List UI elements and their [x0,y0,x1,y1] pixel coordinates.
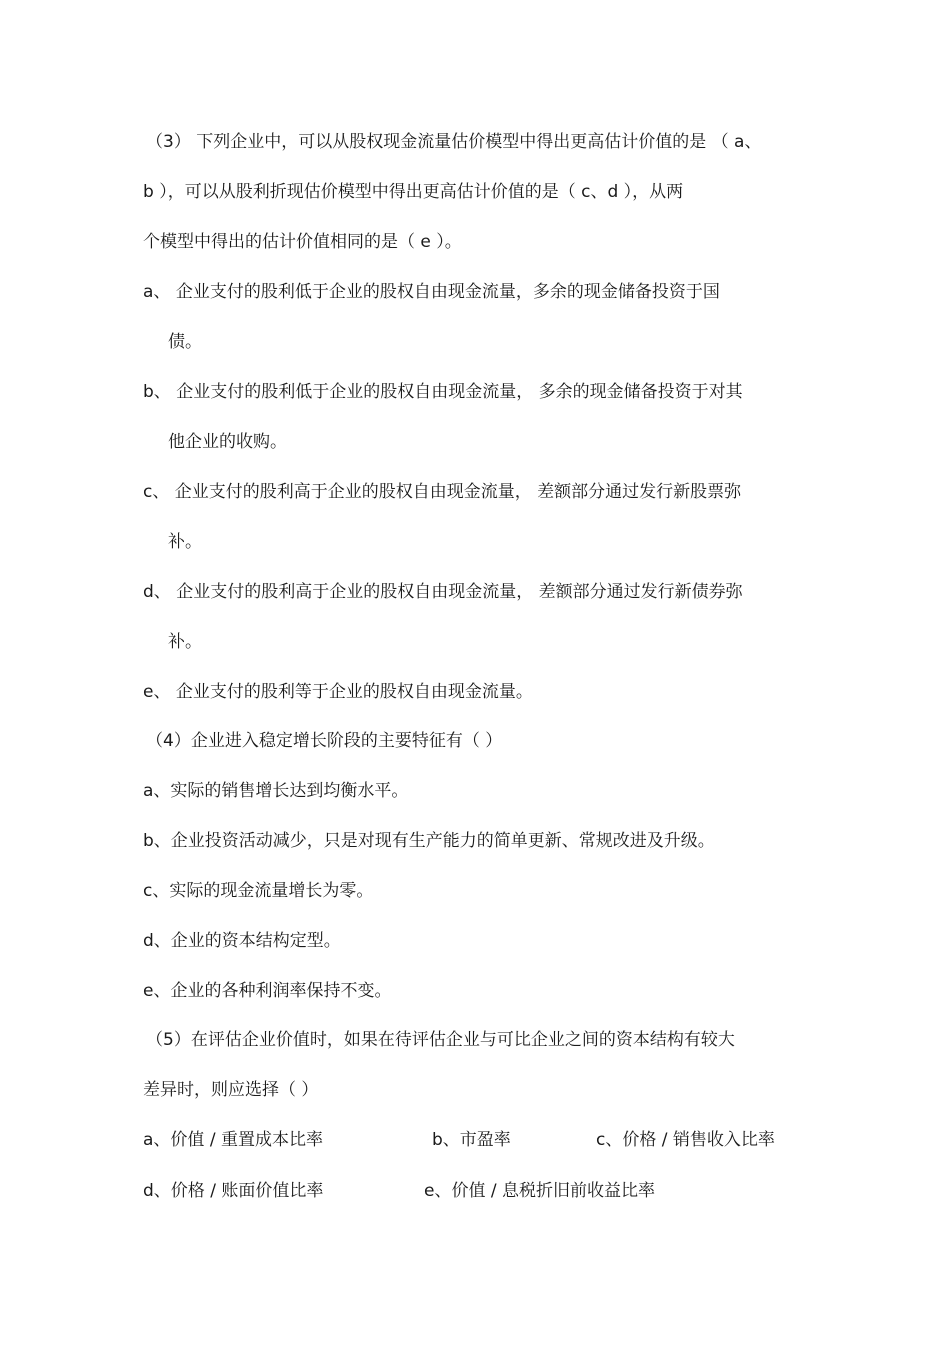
q3-stem-line-3: 个模型中得出的估计价值相同的是（ e ）。 [143,232,462,252]
q3-option-b-line-1: b、 企业支付的股利低于企业的股权自由现金流量， 多余的现金储备投资于对其 [143,382,743,402]
q5-stem-line-1: （5）在评估企业价值时，如果在待评估企业与可比企业之间的资本结构有较大 [146,1030,735,1050]
q4-option-e: e、企业的各种利润率保持不变。 [143,981,392,1001]
q5-option-d: d、价格 / 账面价值比率 [143,1181,324,1201]
q3-stem-line-2: b ），可以从股利折现估价模型中得出更高估计价值的是（ c、d ），从两 [143,182,684,202]
q4-option-c: c、实际的现金流量增长为零。 [143,881,374,901]
q3-option-d-line-1: d、 企业支付的股利高于企业的股权自由现金流量， 差额部分通过发行新债券弥 [143,582,743,602]
q3-stem-line-1: （3） 下列企业中，可以从股权现金流量估价模型中得出更高估计价值的是 （ a、 [146,132,762,152]
q4-option-d: d、企业的资本结构定型。 [143,931,341,951]
q5-option-c: c、价格 / 销售收入比率 [596,1130,775,1150]
q3-option-d-line-2: 补。 [168,632,202,652]
q3-option-b-line-2: 他企业的收购。 [168,432,287,452]
q3-option-a-line-1: a、 企业支付的股利低于企业的股权自由现金流量，多余的现金储备投资于国 [143,282,720,302]
q5-option-b: b、市盈率 [432,1130,511,1150]
q4-stem: （4）企业进入稳定增长阶段的主要特征有（ ） [146,731,503,751]
q4-option-a: a、实际的销售增长达到均衡水平。 [143,781,409,801]
q5-option-a: a、价值 / 重置成本比率 [143,1130,323,1150]
q3-option-c-line-2: 补。 [168,532,202,552]
q4-option-b: b、企业投资活动减少，只是对现有生产能力的简单更新、常规改进及升级。 [143,831,715,851]
q3-option-c-line-1: c、 企业支付的股利高于企业的股权自由现金流量， 差额部分通过发行新股票弥 [143,482,742,502]
q3-option-e: e、 企业支付的股利等于企业的股权自由现金流量。 [143,682,533,702]
q3-option-a-line-2: 债。 [168,332,202,352]
q5-stem-line-2: 差异时，则应选择（ ） [143,1080,319,1100]
q5-option-e: e、价值 / 息税折旧前收益比率 [424,1181,655,1201]
